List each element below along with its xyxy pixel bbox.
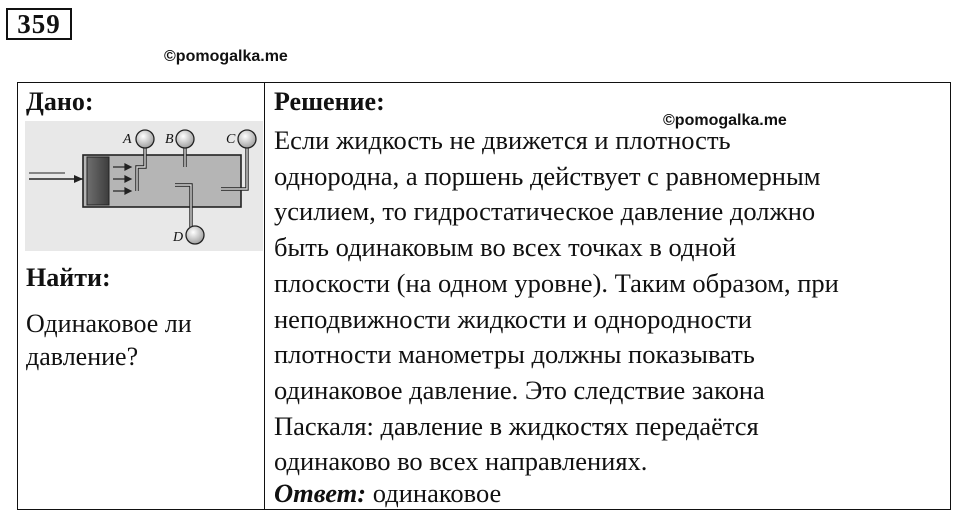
gauge-b <box>176 130 194 148</box>
solution-column <box>266 83 950 509</box>
watermark-right: ©pomogalka.me <box>663 112 787 129</box>
watermark-top: ©pomogalka.me <box>164 48 288 65</box>
problem-number: 359 <box>6 8 72 40</box>
column-divider <box>264 83 265 509</box>
label-b: B <box>165 132 174 147</box>
gauge-d <box>186 226 204 244</box>
task-table <box>17 82 951 510</box>
given-heading: Дано: <box>26 87 94 116</box>
piston <box>87 157 109 205</box>
answer-value: одинаковое <box>372 478 502 508</box>
find-text: Одинаковое ли давление? <box>26 309 192 371</box>
label-c: C <box>226 132 236 147</box>
find-heading: Найти: <box>26 263 111 292</box>
answer-line <box>274 477 501 509</box>
solution-heading: Решение: <box>274 87 385 116</box>
pressure-vessel-diagram <box>25 121 263 251</box>
gauge-c <box>238 130 256 148</box>
solution-text: Если жидкость не движется и плотность однородна, а поршень действует с равномерным усилием, то гидростатическое давление должно быть одинаковым во всех точках в одной плоскости (на одном уровне). Таким образом, при неподвижности жидкости и однородности плотности манометры должны показывать одинаковое давление. Это следствие закона Паскаля: давление в жидкостях передаётся одинаково во всех направлениях. <box>274 125 839 477</box>
label-d: D <box>173 230 184 245</box>
given-column <box>18 83 264 509</box>
gauge-a <box>136 130 154 148</box>
answer-label: Ответ: <box>274 478 367 508</box>
label-a: A <box>123 132 132 147</box>
